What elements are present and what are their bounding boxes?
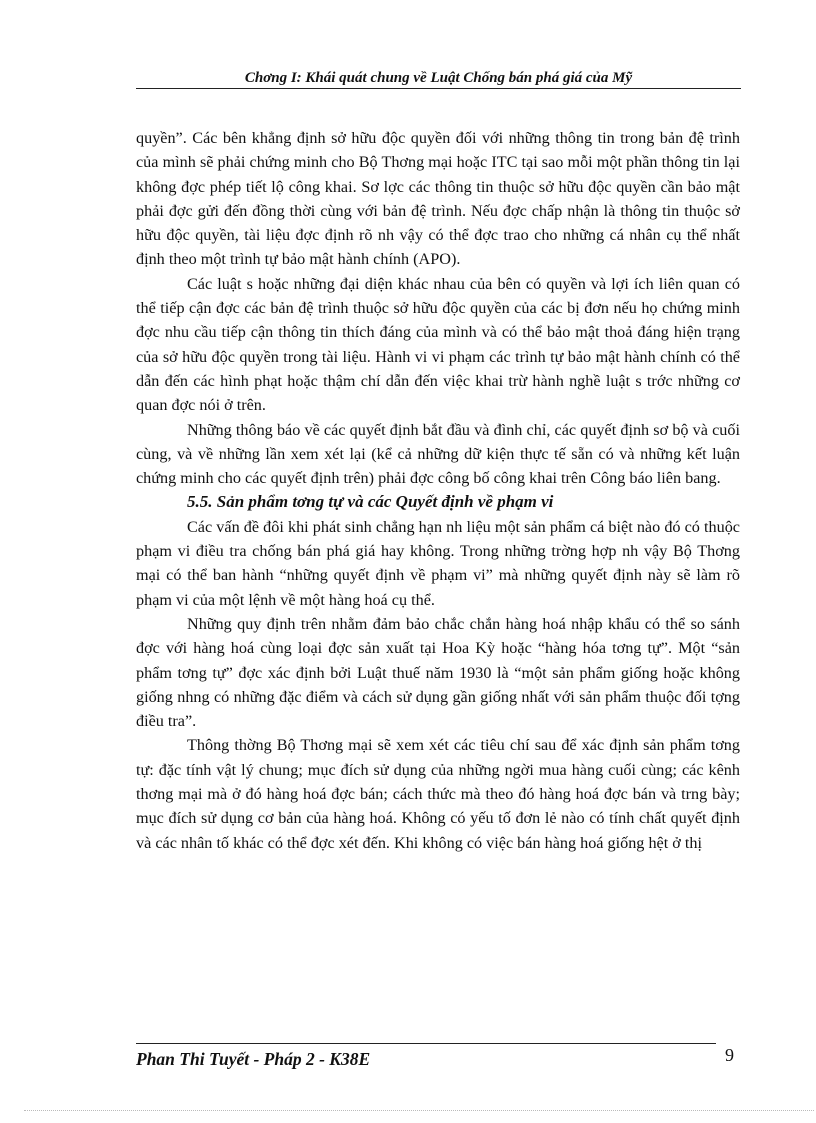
page-number: 9 [725, 1045, 734, 1065]
page-edge-divider [24, 1110, 814, 1111]
footer-divider [136, 1043, 716, 1044]
footer-author: Phan Thi Tuyết - Pháp 2 - K38E [136, 1049, 371, 1069]
section-heading: 5.5. Sản phẩm tơng tự và các Quyết định về phạm vi [187, 492, 554, 512]
paragraph-continued: quyền”. Các bên khẳng định sở hữu độc quyền đối với những thông tin trong bản đệ trình của mình sẽ phải chứng minh cho Bộ Thơng mại hoặc ITC tại sao mỗi một phần thông tin lại không đợc phép tiết lộ công khai. Sơ lợc các thông tin thuộc sở hữu độc quyền cần bảo mật phải đợc gửi đến đồng thời cùng với bản đệ trình. Nếu đợc chấp nhận là thông tin thuộc sở hữu độc quyền, tài liệu đợc định rõ nh vậy có thể đợc trao cho những cá nhân cụ thể nhất định theo một trình tự bảo mật hành chính (APO). [136, 129, 740, 269]
page-body [136, 126, 740, 855]
paragraph-like-product: Những quy định trên nhằm đảm bảo chắc chắn hàng hoá nhập khẩu có thể so sánh đợc với hàng hoá cùng loại đợc sản xuất tại Hoa Kỳ hoặc “hàng hóa tơng tự”. Một “sản phẩm tơng tự” đợc xác định bởi Luật thuế năm 1930 là “một sản phẩm giống hoặc không giống nhng có những đặc điểm và cách sử dụng gần giống nhất với sản phẩm thuộc đối tợng điều tra”. [136, 614, 740, 731]
paragraph-lawyers-access: Các luật s hoặc những đại diện khác nhau của bên có quyền và lợi ích liên quan có thể tiếp cận đợc các bản đệ trình thuộc sở hữu độc quyền của các bị đơn nếu họ chứng minh đợc nhu cầu tiếp cận thông tin thích đáng của mình và có thể bảo mật thoả đáng hiện trạng của sở hữu độc quyền trong tài liệu. Hành vi vi phạm các trình tự bảo mật hành chính có thể dẫn đến các hình phạt hoặc thậm chí dẫn đến việc khai trừ hành nghề luật s trớc những cơ quan đợc nói ở trên. [136, 274, 740, 415]
paragraph-scope-issues: Các vấn đề đôi khi phát sinh chẳng hạn nh liệu một sản phẩm cá biệt nào đó có thuộc phạm vi điều tra chống bán phá giá hay không. Trong những trờng hợp nh vậy Bộ Thơng mại có thể ban hành “những quyết định về phạm vi” mà những quyết định này sẽ làm rõ phạm vi của một lệnh về một hàng hoá cụ thể. [136, 517, 740, 609]
paragraph-criteria: Thông thờng Bộ Thơng mại sẽ xem xét các tiêu chí sau để xác định sản phẩm tơng tự: đặc tính vật lý chung; mục đích sử dụng của những ngời mua hàng cuối cùng; các kênh thơng mại mà ở đó hàng hoá đợc bán; cách thức mà theo đó hàng hoá đợc bán và trng bày; mục đích sử dụng cơ bản của hàng hoá. Không có yếu tố đơn lẻ nào có tính chất quyết định và các nhân tố khác có thể đợc xét đến. Khi không có việc bán hàng hoá giống hệt ở thị [136, 736, 740, 852]
paragraph-notices: Những thông báo về các quyết định bắt đầu và đình chỉ, các quyết định sơ bộ và cuối cùng, và về những lần xem xét lại (kể cả những dữ kiện thực tế sẵn có và những kết luận chứng minh cho các quyết định trên) phải đợc công bố công khai trên Công báo liên bang. [136, 420, 740, 488]
running-header: Chơng I: Khái quát chung về Luật Chống bán phá giá của Mỹ [244, 70, 633, 86]
header-divider [136, 88, 741, 89]
